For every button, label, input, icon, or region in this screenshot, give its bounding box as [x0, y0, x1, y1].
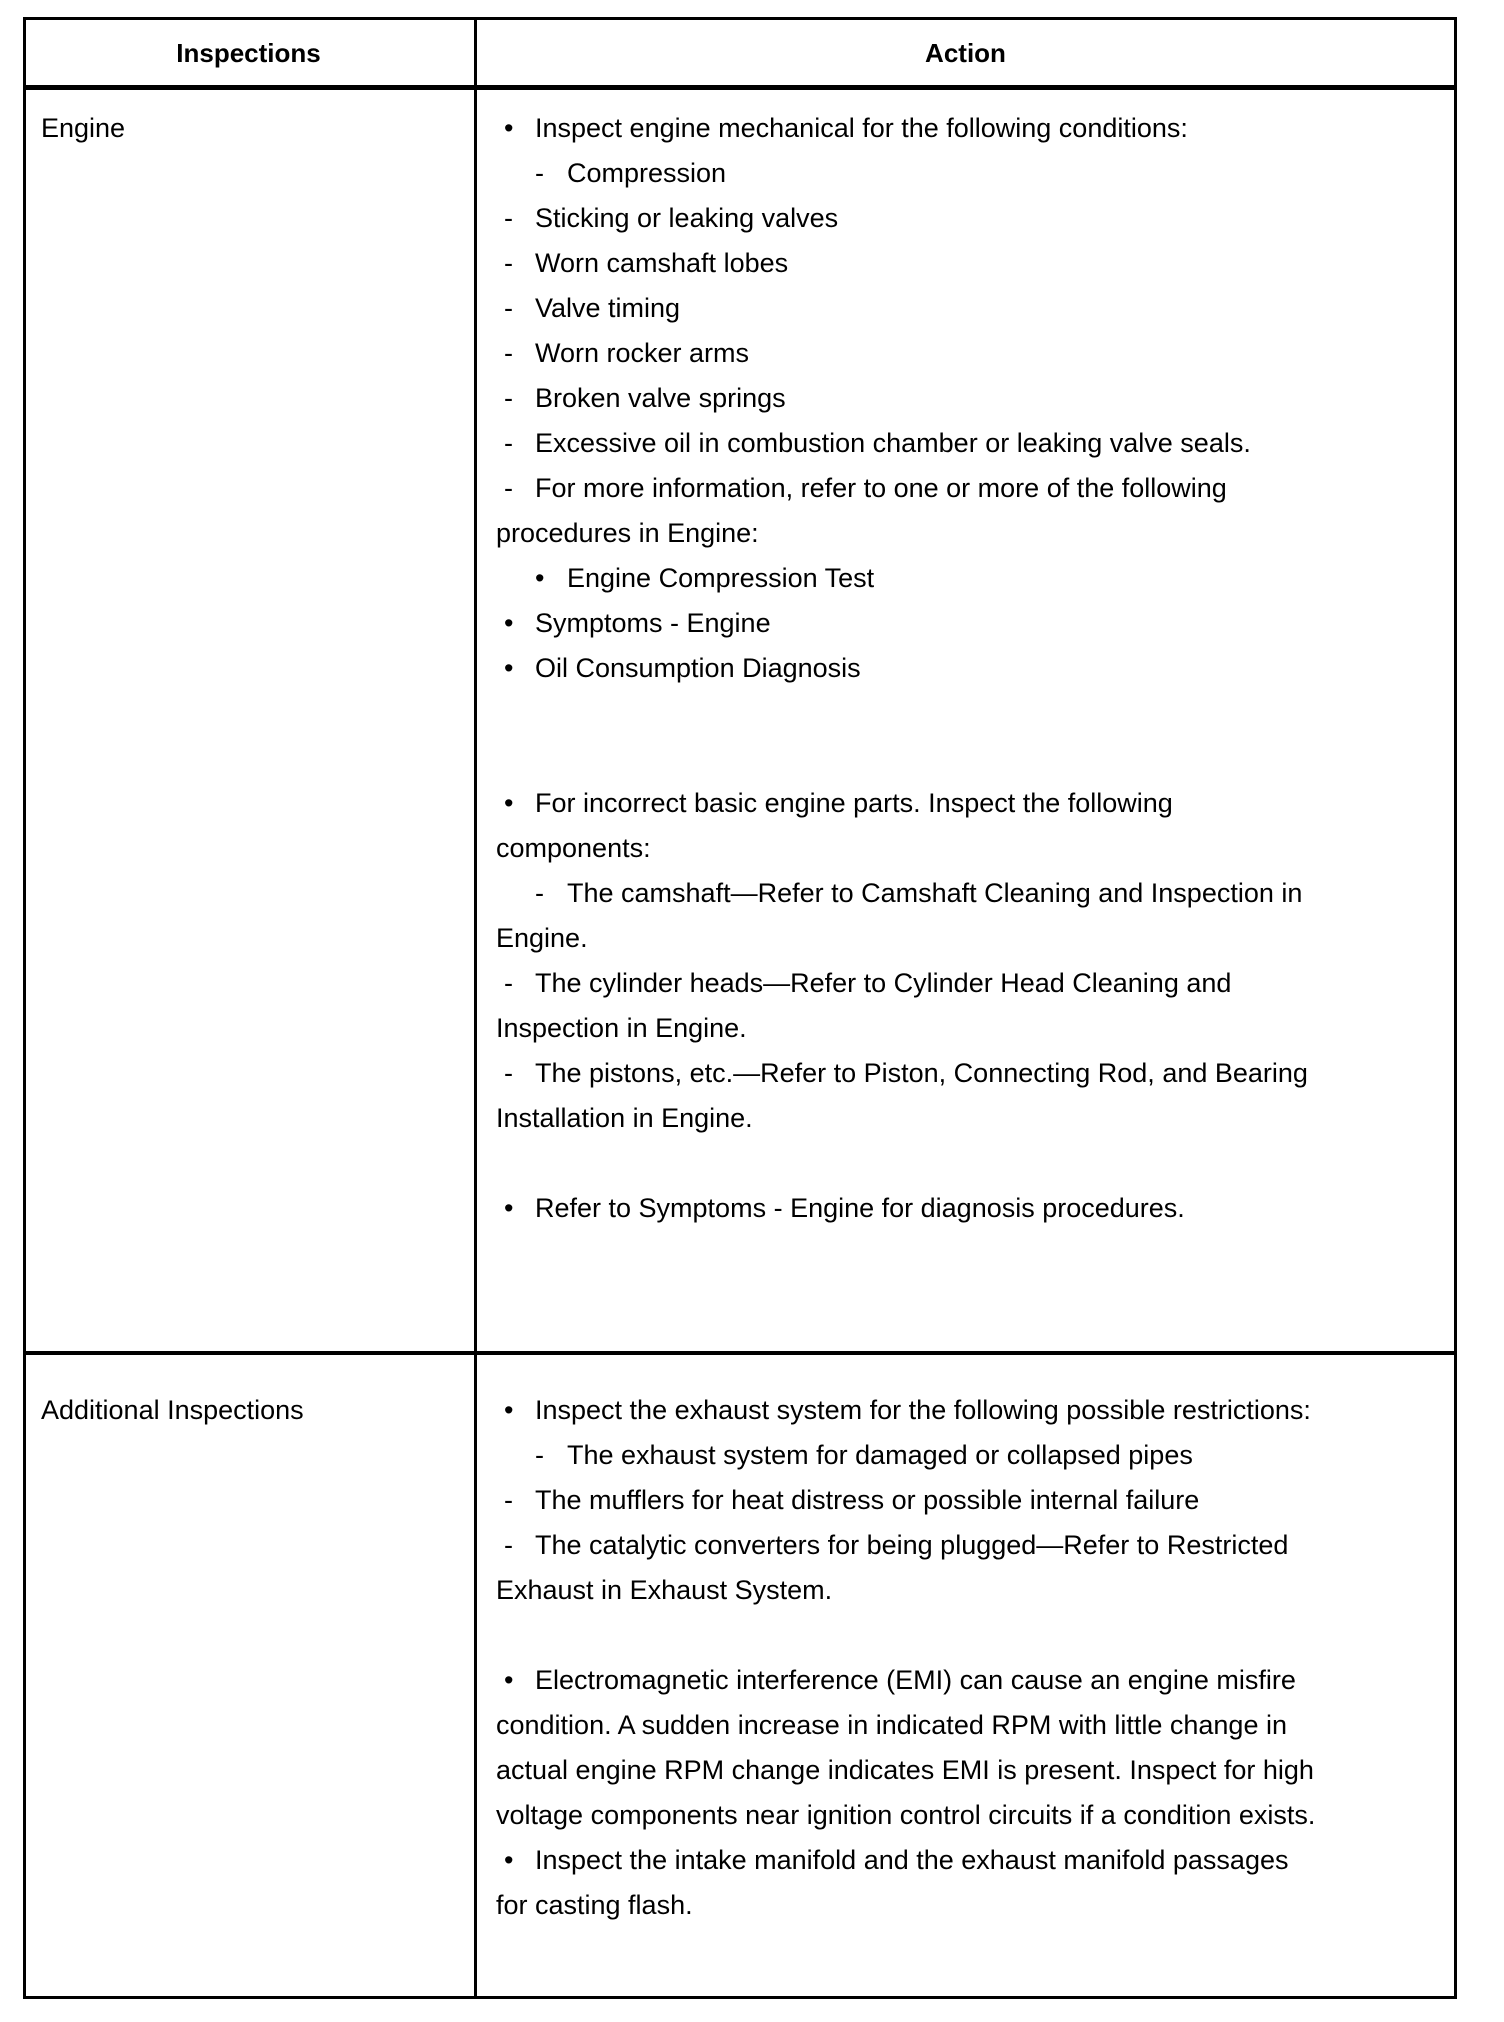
dash-icon: - [504, 1530, 513, 1560]
bullet-icon: • [504, 1395, 514, 1425]
action-line: The mufflers for heat distress or possible internal failure [535, 1485, 1200, 1515]
action-line: Inspection in Engine. [496, 1013, 747, 1043]
action-line: Valve timing [535, 293, 681, 323]
action-line: Exhaust in Exhaust System. [496, 1575, 833, 1605]
action-line: voltage components near ignition control circuits if a condition exists. [496, 1800, 1316, 1830]
header-divider [23, 85, 1457, 90]
action-line: Refer to Symptoms - Engine for diagnosis procedures. [535, 1193, 1185, 1223]
dash-icon: - [535, 878, 544, 908]
table-border-top [23, 17, 1457, 20]
action-line: Electromagnetic interference (EMI) can cause an engine misfire [535, 1665, 1296, 1695]
dash-icon: - [504, 1485, 513, 1515]
bullet-icon: • [535, 563, 545, 593]
action-line: Inspect the exhaust system for the following possible restrictions: [535, 1395, 1311, 1425]
table-border-bottom [23, 1996, 1457, 1999]
row-label-additional-inspections: Additional Inspections [41, 1395, 304, 1425]
row-divider [23, 1351, 1457, 1355]
action-line: Installation in Engine. [496, 1103, 753, 1133]
action-line: Symptoms - Engine [535, 608, 771, 638]
action-line: Engine. [496, 923, 588, 953]
action-line: The pistons, etc.—Refer to Piston, Connecting Rod, and Bearing [535, 1058, 1308, 1088]
bullet-icon: • [504, 788, 514, 818]
bullet-icon: • [504, 113, 514, 143]
dash-icon: - [504, 383, 513, 413]
dash-icon: - [504, 968, 513, 998]
dash-icon: - [504, 248, 513, 278]
action-line: Worn camshaft lobes [535, 248, 789, 278]
bullet-icon: • [504, 1193, 514, 1223]
action-line: Worn rocker arms [535, 338, 750, 368]
action-line: procedures in Engine: [496, 518, 759, 548]
action-line: actual engine RPM change indicates EMI is present. Inspect for high [496, 1755, 1314, 1785]
action-line: Compression [567, 158, 727, 188]
action-line: Excessive oil in combustion chamber or leaking valve seals. [535, 428, 1251, 458]
header-action: Action [925, 38, 1006, 68]
bullet-icon: • [504, 1845, 514, 1875]
dash-icon: - [504, 1058, 513, 1088]
action-line: Inspect the intake manifold and the exhaust manifold passages [535, 1845, 1289, 1875]
bullet-icon: • [504, 653, 514, 683]
action-line: Sticking or leaking valves [535, 203, 839, 233]
action-line: components: [496, 833, 651, 863]
action-line: For incorrect basic engine parts. Inspect the following [535, 788, 1173, 818]
dash-icon: - [504, 293, 513, 323]
action-line: For more information, refer to one or more of the following [535, 473, 1227, 503]
dash-icon: - [535, 158, 544, 188]
bullet-icon: • [504, 1665, 514, 1695]
action-line: condition. A sudden increase in indicated RPM with little change in [496, 1710, 1287, 1740]
table-border-left [23, 17, 26, 1999]
action-line: The exhaust system for damaged or collapsed pipes [567, 1440, 1193, 1470]
action-line: The cylinder heads—Refer to Cylinder Head Cleaning and [535, 968, 1232, 998]
action-line: The camshaft—Refer to Camshaft Cleaning and Inspection in [567, 878, 1303, 908]
dash-icon: - [504, 203, 513, 233]
action-line: Oil Consumption Diagnosis [535, 653, 861, 683]
bullet-icon: • [504, 608, 514, 638]
column-divider [474, 17, 477, 1999]
action-line: Engine Compression Test [567, 563, 875, 593]
action-line: Broken valve springs [535, 383, 786, 413]
header-inspections: Inspections [176, 38, 321, 68]
row-label-engine: Engine [41, 113, 126, 143]
dash-icon: - [504, 428, 513, 458]
table-border-right [1454, 17, 1457, 1999]
dash-icon: - [504, 338, 513, 368]
action-line: for casting flash. [496, 1890, 693, 1920]
inspection-table [23, 17, 1457, 1999]
dash-icon: - [535, 1440, 544, 1470]
dash-icon: - [504, 473, 513, 503]
action-line: The catalytic converters for being plugged—Refer to Restricted [535, 1530, 1289, 1560]
action-line: Inspect engine mechanical for the following conditions: [535, 113, 1188, 143]
